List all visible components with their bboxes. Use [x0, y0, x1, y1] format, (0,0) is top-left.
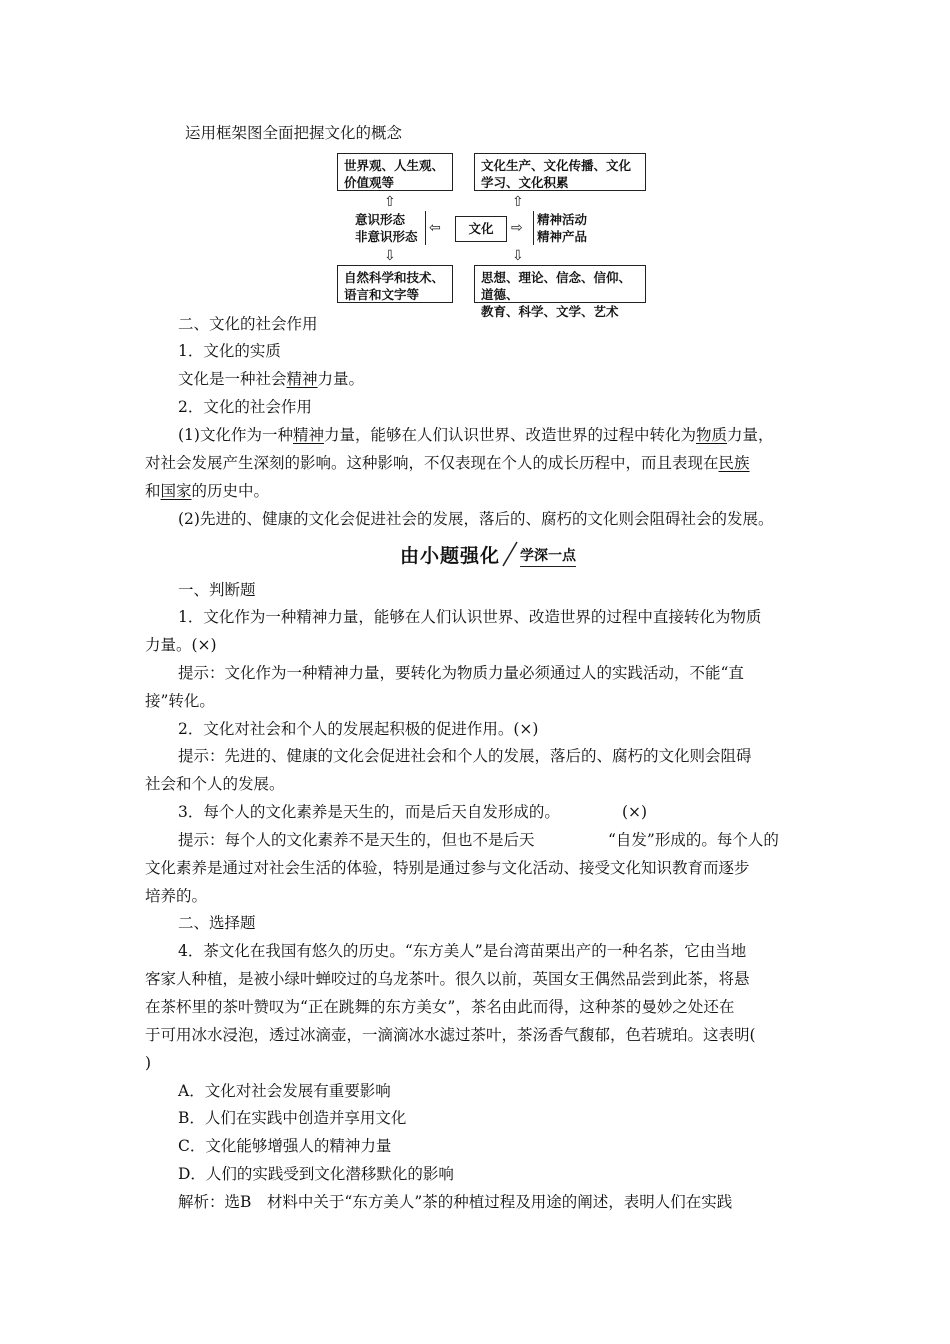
- paragraph: [178, 425, 774, 445]
- right-arrow-icon: ⇨: [511, 220, 523, 236]
- text: 和: [145, 482, 161, 500]
- box-text: 价值观等: [344, 175, 395, 190]
- text: 对社会发展产生深刻的影响。这种影响，不仅表现在个人的成长历程中，而且表现在: [145, 454, 719, 472]
- hint-line: 接”转化。: [145, 692, 215, 710]
- analysis-line: 解析：选B 材料中关于“东方美人”茶的种植过程及用途的阐述，表明人们在实践: [178, 1193, 733, 1211]
- underlined-term: 精神: [286, 370, 318, 388]
- box-text: 语言和文字等: [344, 287, 420, 302]
- spirit-labels: [537, 211, 587, 245]
- text: 文化是一种社会: [178, 370, 287, 388]
- paragraph: [145, 481, 269, 501]
- ideology-labels: [355, 211, 418, 245]
- hint-line: “自发”形成的。每个人的: [608, 831, 779, 849]
- box-text: 文化生产、文化传播、文化: [481, 158, 632, 173]
- paragraph: (2)先进的、健康的文化会促进社会的发展，落后的、腐朽的文化则会阻碍社会的发展。: [178, 510, 774, 528]
- banner-sub: 学深一点: [520, 547, 576, 567]
- question-line: 1．文化作为一种精神力量，能够在人们认识世界、改造世界的过程中直接转化为物质: [178, 608, 762, 626]
- section-banner: [400, 541, 576, 567]
- subsection-title: 1．文化的实质: [178, 342, 281, 360]
- option-b: B．人们在实践中创造并享用文化: [178, 1109, 407, 1127]
- paragraph: [145, 453, 750, 473]
- question-line: 客家人种植，是被小绿叶蝉咬过的乌龙茶叶。很久以前，英国女王偶然品尝到此茶，将悬: [145, 970, 750, 988]
- down-arrow-icon: ⇩: [384, 248, 396, 264]
- text: 力量，: [727, 426, 774, 444]
- subsection-title: 2．文化的社会作用: [178, 398, 312, 416]
- box-science-language: [337, 265, 453, 303]
- box-culture: 文化: [455, 216, 507, 242]
- label-text: 非意识形态: [355, 229, 418, 244]
- text: 力量。: [317, 370, 365, 388]
- hint-line: 提示：文化作为一种精神力量，要转化为物质力量必须通过人的实践活动，不能“直: [178, 664, 744, 682]
- label-text: 精神产品: [537, 229, 588, 244]
- section-title: 二、文化的社会作用: [178, 315, 318, 333]
- up-arrow-icon: ⇧: [512, 194, 524, 210]
- hint-line: 文化素养是通过对社会生活的体验，特别是通过参与文化活动、接受文化知识教育而逐步: [145, 859, 750, 877]
- option-d: D．人们的实践受到文化潜移默化的影响: [178, 1165, 454, 1183]
- hint-line: 培养的。: [145, 887, 208, 905]
- question-line: 4．茶文化在我国有悠久的历史。“东方美人”是台湾苗栗出产的一种名茶，它由当地: [178, 942, 747, 960]
- section-title: 二、选择题: [178, 914, 256, 932]
- question-line: 力量。(×): [145, 636, 217, 654]
- question-line: 于可用冰水浸泡，透过冰滴壶，一滴滴冰水滤过茶叶，茶汤香气馥郁，色若琥珀。这表明(: [145, 1026, 756, 1044]
- question-line: 3．每个人的文化素养是天生的，而是后天自发形成的。: [178, 803, 560, 821]
- text: 的历史中。: [191, 482, 270, 500]
- bracket-line: [533, 211, 534, 245]
- option-a: A．文化对社会发展有重要影响: [178, 1082, 391, 1100]
- up-arrow-icon: ⇧: [384, 194, 396, 210]
- answer-mark: (×): [622, 803, 648, 821]
- diagram-intro: 运用框架图全面把握文化的概念: [185, 124, 403, 142]
- underlined-term: 民族: [718, 454, 750, 472]
- question-line: ): [145, 1054, 152, 1072]
- text: 力量，能够在人们认识世界、改造世界的过程中转化为: [323, 426, 696, 444]
- box-text: 思想、理论、信念、信仰、道德、: [481, 270, 632, 302]
- bracket-line: [425, 211, 426, 245]
- box-text: 学习、文化积累: [481, 175, 569, 190]
- label-text: 精神活动: [537, 212, 588, 227]
- underlined-term: 国家: [160, 482, 192, 500]
- hint-line: 提示：先进的、健康的文化会促进社会和个人的发展，落后的、腐朽的文化则会阻碍: [178, 747, 752, 765]
- question-line: 在茶杯里的茶叶赞叹为“正在跳舞的东方美女”，茶名由此而得，这种茶的曼妙之处还在: [145, 998, 735, 1016]
- option-c: C．文化能够增强人的精神力量: [178, 1137, 392, 1155]
- box-worldview: [337, 153, 453, 191]
- question-line: 2．文化对社会和个人的发展起积极的促进作用。(×): [178, 720, 539, 738]
- underlined-term: 精神: [292, 426, 324, 444]
- hint-line: 提示：每个人的文化素养不是天生的，但也不是后天: [178, 831, 535, 849]
- section-title: 一、判断题: [178, 581, 256, 599]
- slash-icon: [500, 541, 520, 567]
- box-cultural-activities: [474, 153, 646, 191]
- box-thought-art: [474, 265, 646, 319]
- paragraph: [178, 369, 364, 389]
- underlined-term: 物质: [696, 426, 728, 444]
- label-text: 意识形态: [355, 212, 406, 227]
- box-text: 教育、科学、文学、艺术: [481, 304, 619, 319]
- left-arrow-icon: ⇦: [429, 220, 441, 236]
- box-text: 自然科学和技术、: [344, 270, 445, 285]
- hint-line: 社会和个人的发展。: [145, 775, 285, 793]
- box-text: 世界观、人生观、: [344, 158, 445, 173]
- text: (1)文化作为一种: [178, 426, 293, 444]
- down-arrow-icon: ⇩: [512, 248, 524, 264]
- banner-main: 由小题强化: [400, 545, 501, 567]
